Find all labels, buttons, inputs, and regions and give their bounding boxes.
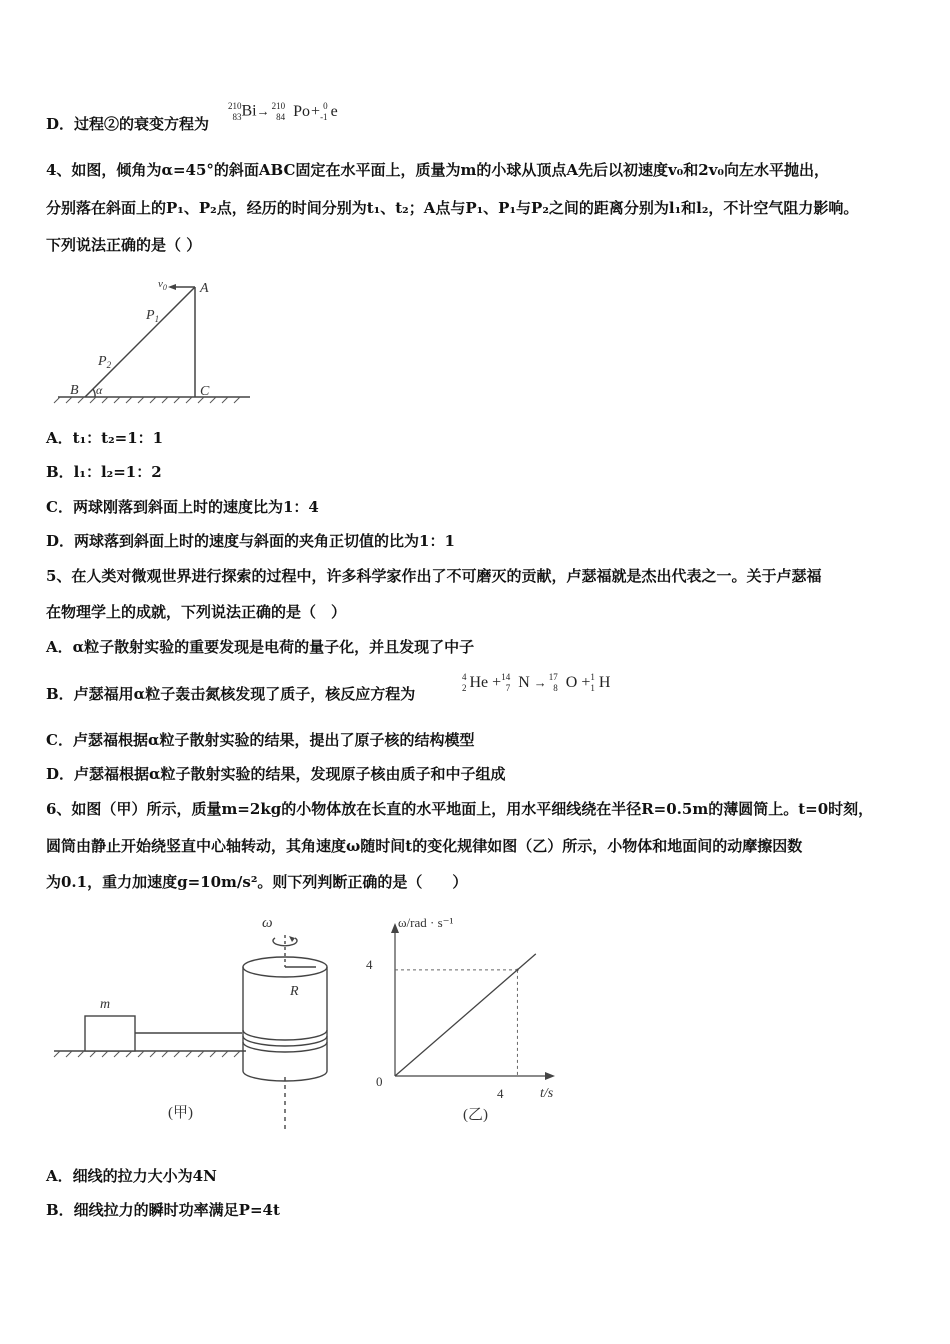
o-atomic-number: 8 [553, 683, 558, 693]
n-mass-number: 14 [501, 672, 511, 682]
po-atomic-number: 84 [276, 112, 286, 122]
caption-yi: (乙) [463, 1107, 488, 1123]
n-atomic-number: 7 [505, 683, 511, 693]
x-axis-label: t/s [540, 1086, 554, 1101]
q4-stem-line2: 分别落在斜面上的P₁、P₂点，经历的时间分别为t₁、t₂；A点与P₁、P₁与P₂之间的距离分别为l₁和l₂，不计空气阻力影响。 [46, 199, 859, 217]
q6-stem-line3: 为0.1，重力加速度g=10m/s²。则下列判断正确的是（ ） [46, 873, 468, 891]
block-m [85, 1016, 135, 1051]
q5-option-c: C．卢瑟福根据α粒子散射实验的结果，提出了原子核的结构模型 [46, 731, 475, 749]
q4-option-a: A．t₁：t₂=1：1 [46, 429, 164, 447]
x-tick-label-4: 4 [497, 1086, 504, 1101]
m-label: m [100, 997, 111, 1012]
q6-figure-jia [46, 905, 346, 1135]
omega-t-series-line [395, 954, 536, 1076]
bi-atomic-number: 83 [232, 112, 242, 122]
q5-arrow: → [533, 674, 547, 690]
q5-plus-1: + [492, 673, 502, 691]
y-axis-label: ω/rad · s⁻¹ [398, 915, 454, 930]
v0-arrowhead [168, 284, 176, 290]
he-mass-number: 4 [462, 672, 467, 682]
p2-label: $P_2$ [98, 354, 112, 370]
point-a-label: A [200, 281, 209, 296]
point-b-label: B [70, 383, 79, 398]
q3-arrow: → [256, 103, 270, 119]
q4-option-c: C．两球刚落到斜面上时的速度比为1：4 [46, 498, 319, 516]
q6-stem-line1: 6、如图（甲）所示，质量m=2kg的小物体放在长直的水平地面上，用水平细线绕在半径R=0.5m的薄圆筒上。t=0时刻， [46, 800, 874, 818]
alpha-arc [93, 389, 95, 397]
omega-label: ω [262, 915, 273, 931]
q5-option-d: D．卢瑟福根据α粒子散射实验的结果，发现原子核由质子和中子组成 [46, 765, 506, 783]
q4-option-b: B．l₁：l₂=1：2 [46, 463, 162, 481]
data-point-4-4 [516, 969, 518, 971]
caption-jia: (甲) [168, 1105, 193, 1121]
q4-stem-line3: 下列说法正确的是（ ） [46, 236, 202, 254]
point-c-label: C [200, 384, 210, 399]
q5-option-b: B．卢瑟福用α粒子轰击氮核发现了质子，核反应方程为 [46, 685, 416, 703]
p1-label: $P_1$ [146, 308, 160, 324]
rotation-arrowhead-icon [289, 936, 295, 942]
incline-ab [85, 287, 195, 397]
q6-stem-line2: 圆筒由静止开始绕竖直中心轴转动，其角速度ω随时间t的变化规律如图（乙）所示，小物体和地面间的动摩擦因数 [46, 837, 803, 855]
q4-incline-figure [50, 270, 250, 410]
q3-plus: + [311, 102, 321, 120]
q4-option-d: D．两球落到斜面上时的速度与斜面的夹角正切值的比为1：1 [46, 532, 455, 550]
q3-option-d-text: D．过程②的衰变方程为 [46, 115, 210, 133]
thread-wrap-1 [243, 1030, 327, 1040]
q5-plus-2: + [581, 673, 591, 691]
v0-label: $v_0$ [158, 278, 167, 292]
y-tick-label-4: 4 [366, 957, 373, 972]
origin-label: 0 [376, 1074, 383, 1089]
bi-symbol: Bi [241, 102, 257, 120]
o-symbol: O [565, 673, 578, 691]
q5-stem-line1: 5、在人类对微观世界进行探索的过程中，许多科学家作出了不可磨灭的贡献，卢瑟福就是杰出代表之一。关于卢瑟福 [46, 567, 822, 585]
e-mass-number: 0 [323, 101, 328, 111]
q5-option-a: A．α粒子散射实验的重要发现是电荷的量子化，并且发现了中子 [46, 638, 475, 656]
he-atomic-number: 2 [462, 683, 467, 693]
h-symbol: H [598, 673, 611, 691]
q5-nuclear-equation [462, 672, 610, 694]
po-symbol: Po [293, 102, 311, 120]
r-label: R [290, 984, 299, 999]
q4-stem-line1: 4、如图，倾角为α=45°的斜面ABC固定在水平面上，质量为m的小球从顶点A先后以初速度v₀和2v₀向左水平抛出， [46, 161, 829, 179]
q6-figure-yi-chart [360, 905, 580, 1130]
bi-mass-number: 210 [228, 101, 242, 111]
o-mass-number: 17 [548, 672, 558, 682]
h-atomic-number: 1 [590, 683, 595, 693]
n-symbol: N [518, 673, 530, 691]
q3-decay-equation [228, 101, 338, 123]
po-mass-number: 210 [271, 101, 286, 111]
e-symbol: e [330, 102, 338, 120]
q3-option-d [46, 114, 209, 134]
q6-option-a: A．细线的拉力大小为4N [46, 1167, 217, 1185]
q6-option-b: B．细线拉力的瞬时功率满足P=4t [46, 1201, 280, 1219]
h-mass-number: 1 [590, 672, 595, 682]
alpha-label: α [96, 383, 103, 397]
he-symbol: He [469, 673, 489, 691]
e-charge-number: -1 [320, 112, 328, 122]
q5-stem-line2: 在物理学上的成就，下列说法正确的是（ ） [46, 603, 347, 621]
x-axis-arrowhead [545, 1072, 555, 1080]
